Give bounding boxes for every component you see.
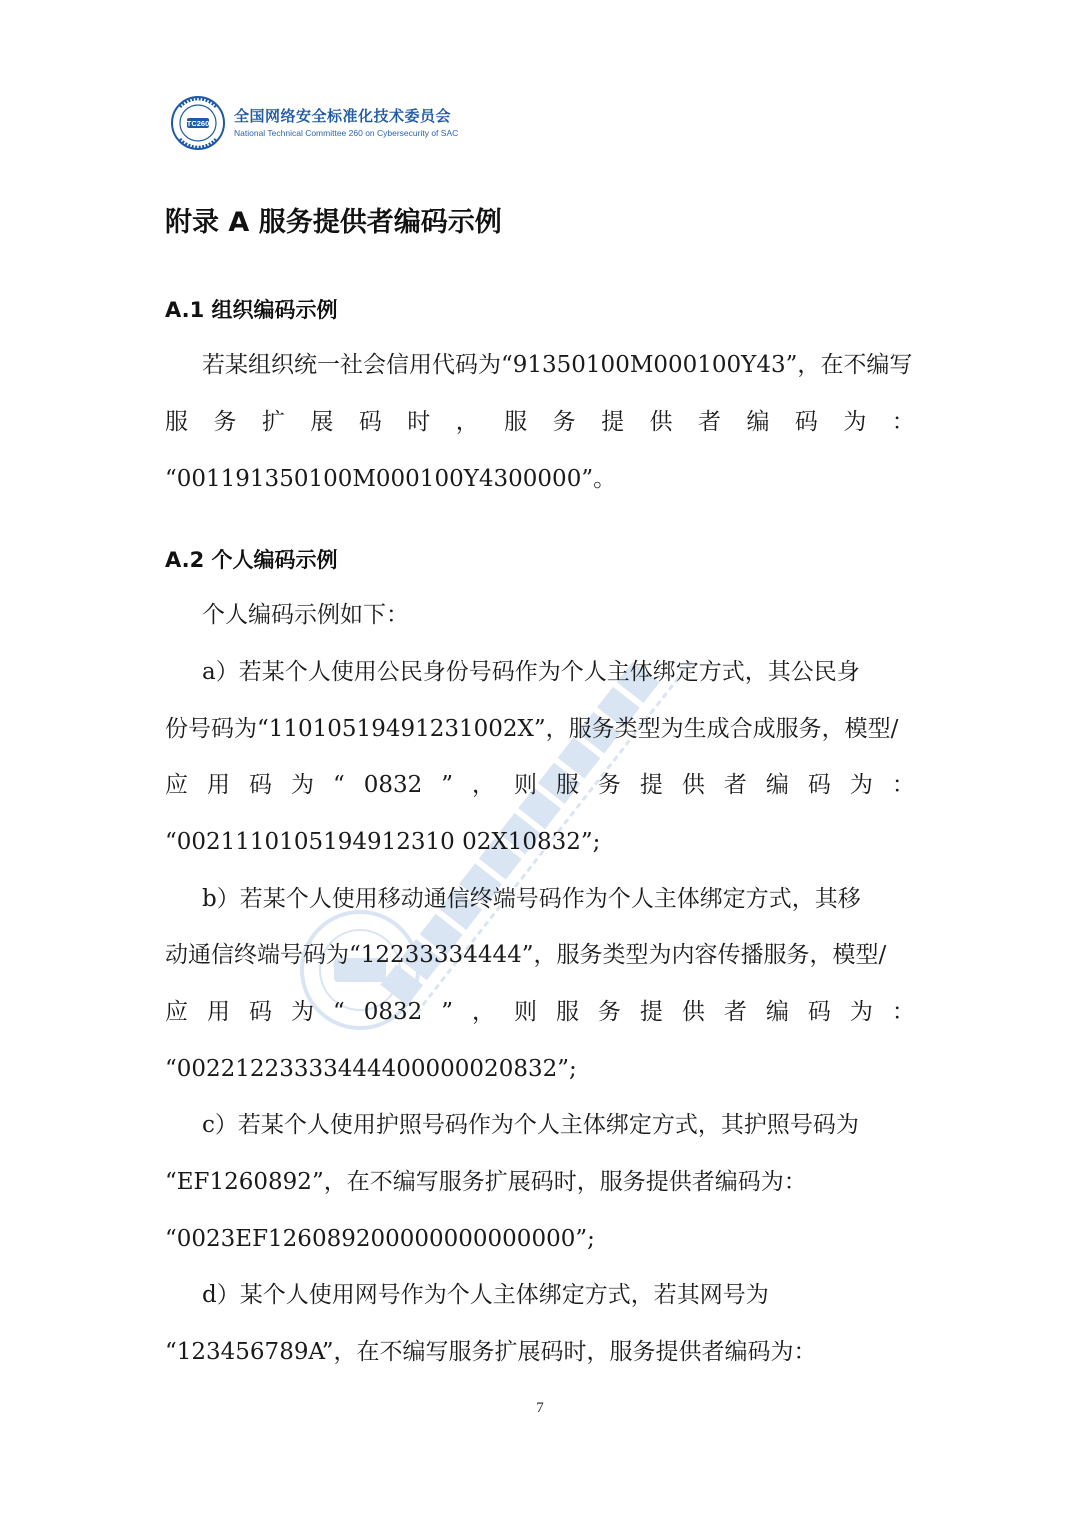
text-char: 者 [723, 999, 747, 1025]
text-char: 应 [165, 772, 188, 798]
text-char: ” [441, 772, 453, 798]
text-char: 提 [639, 999, 663, 1025]
section-title-a1: A.1 组织编码示例 [165, 298, 338, 322]
text-char: 为 [290, 772, 314, 798]
item-b-line-4: “00221223333444400000020832”; [165, 1056, 577, 1082]
text-char: 服 [555, 772, 579, 798]
text-char: 为 [843, 409, 867, 435]
text-char: ， [471, 999, 495, 1025]
text-char: 时 [407, 409, 431, 435]
text-char: 码 [807, 999, 831, 1025]
chapter-title: 附录 A 服务提供者编码示例 [165, 207, 502, 238]
item-d-line-2: “123456789A”，在不编写服务扩展码时，服务提供者编码为： [165, 1339, 817, 1365]
item-b-line-2: 动通信终端号码为“12233334444”，服务类型为内容传播服务，模型/ [165, 942, 887, 968]
text-char: “ [332, 772, 345, 798]
text-char: 码 [794, 409, 818, 435]
text-char: 者 [723, 772, 747, 798]
text-char: ， [471, 772, 495, 798]
text-char: 应 [165, 999, 188, 1025]
text-char: 扩 [261, 409, 285, 435]
text-char: 服 [165, 409, 188, 435]
item-b-line-1: b）若某个人使用移动通信终端号码作为个人主体绑定方式，其移 [202, 886, 861, 912]
text-char: 者 [697, 409, 721, 435]
a2-intro: 个人编码示例如下： [202, 602, 409, 628]
text-char: ， [455, 409, 479, 435]
item-c-line-2: “EF1260892”，在不编写服务扩展码时，服务提供者编码为： [165, 1169, 807, 1195]
text-char: 0832 [363, 772, 423, 798]
header-org-name [234, 107, 458, 139]
text-char: 展 [310, 409, 334, 435]
item-c-line-1: c）若某个人使用护照号码作为个人主体绑定方式，其护照号码为 [202, 1112, 859, 1138]
page-number: 7 [536, 1400, 544, 1416]
text-char: 用 [206, 999, 230, 1025]
item-c-line-3: “0023EF126089200000000000000”; [165, 1226, 595, 1252]
text-char: ： [891, 409, 915, 435]
a1-paragraph-line-3: “001191350100M000100Y4300000”。 [165, 466, 617, 492]
text-char: 务 [552, 409, 576, 435]
text-char: 则 [513, 772, 537, 798]
text-char: 码 [248, 999, 272, 1025]
org-name-cn: 全国网络安全标准化技术委员会 [234, 107, 452, 125]
text-char: ： [891, 772, 915, 798]
text-char: 码 [358, 409, 382, 435]
text-char: 供 [681, 999, 705, 1025]
text-char: 务 [597, 772, 621, 798]
text-char: 编 [765, 999, 789, 1025]
text-char: ” [441, 999, 453, 1025]
a1-paragraph-line-2 [165, 405, 915, 439]
text-char: 为 [290, 999, 314, 1025]
tc260-seal-icon [170, 95, 226, 151]
text-char: 供 [649, 409, 673, 435]
text-char: “ [332, 999, 345, 1025]
text-char: 码 [807, 772, 831, 798]
text-char: 则 [513, 999, 537, 1025]
item-a-line-2: 份号码为“11010519491231002X”，服务类型为生成合成服务，模型/ [165, 716, 899, 742]
text-char: 为 [849, 999, 873, 1025]
item-a-line-3 [165, 768, 915, 802]
header-logo [170, 92, 490, 154]
item-a-line-4: “0021110105194912310 02X10832”; [165, 829, 601, 855]
text-char: 0832 [363, 999, 423, 1025]
item-b-line-3 [165, 995, 915, 1029]
text-char: 服 [555, 999, 579, 1025]
text-char: ： [891, 999, 915, 1025]
svg-text:TC260: TC260 [186, 119, 210, 128]
text-char: 供 [681, 772, 705, 798]
text-char: 服 [504, 409, 528, 435]
text-char: 提 [639, 772, 663, 798]
text-char: 编 [746, 409, 770, 435]
a1-paragraph-line-1: 若某组织统一社会信用代码为“91350100M000100Y43”，在不编写 [202, 352, 913, 378]
text-char: 务 [213, 409, 237, 435]
section-title-a2: A.2 个人编码示例 [165, 548, 338, 572]
text-char: 用 [206, 772, 230, 798]
text-char: 为 [849, 772, 873, 798]
org-name-en: National Technical Committee 260 on Cybersecurity of SAC [234, 128, 459, 138]
text-char: 提 [601, 409, 625, 435]
text-char: 码 [248, 772, 272, 798]
text-char: 务 [597, 999, 621, 1025]
text-char: 编 [765, 772, 789, 798]
item-a-line-1: a）若某个人使用公民身份号码作为个人主体绑定方式，其公民身 [202, 659, 860, 685]
item-d-line-1: d）某个人使用网号作为个人主体绑定方式，若其网号为 [202, 1282, 769, 1308]
